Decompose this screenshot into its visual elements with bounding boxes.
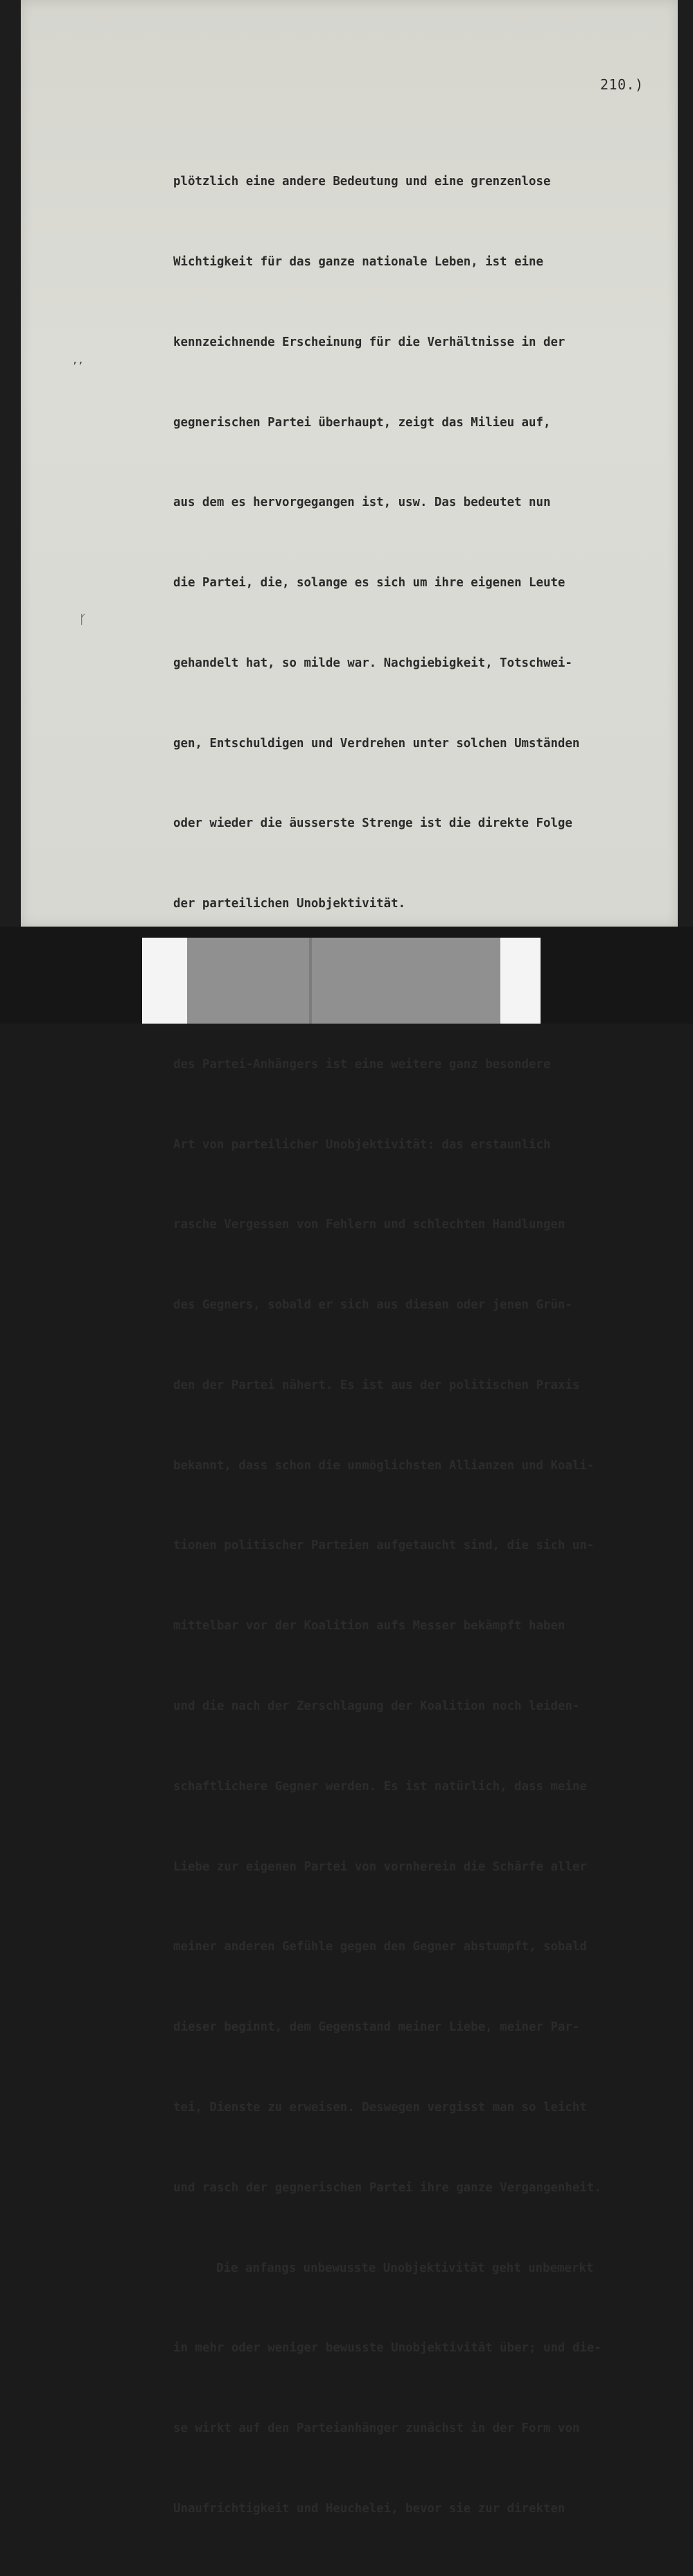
text-line: bekannt, dass schon die unmöglichsten Allianzen und Koali- (173, 1458, 595, 1473)
page-number: 210.) (600, 76, 644, 93)
text-line: mittelbar vor der Koalition aufs Messer bekämpft haben (173, 1619, 565, 1633)
text-line: der parteilichen Unobjektivität. (173, 897, 406, 911)
text-line: oder wieder die äusserste Strenge ist die direkte Folge (173, 816, 572, 831)
text-line: tei, Dienste zu erweisen. Deswegen vergisst man so leicht (173, 2100, 587, 2114)
text-line: se wirkt auf den Parteianhänger zunächst in der Form von (173, 2421, 580, 2436)
text-line: die Partei, die, solange es sich um ihre eigenen Leute (173, 576, 565, 590)
text-line: in mehr oder weniger bewusste Unobjektivität über; und die- (173, 2341, 602, 2356)
text-line: Die anfangs unbewusste Unobjektivität geht unbemerkt (216, 2261, 594, 2275)
calibration-card-gray (187, 938, 500, 1024)
text-line: meiner anderen Gefühle gegen den Gegner abstumpft, sobald (173, 1940, 587, 1954)
text-line: Unaufrichtigkeit und Heuchelei, bevor sie zur direkten (173, 2501, 565, 2516)
text-line: tionen politischer Parteien aufgetaucht sind, die sich un- (173, 1539, 595, 1553)
text-line: dieser beginnt, dem Gegenstand meiner Liebe, meiner Par- (173, 2020, 580, 2035)
text-line: gehandelt hat, so milde war. Nachgiebigkeit, Totschwei- (173, 656, 572, 670)
text-line: gegnerischen Partei überhaupt, zeigt das Milieu auf, (173, 415, 551, 430)
text-line: rasche Vergessen von Fehlern und schlechten Handlungen (173, 1218, 565, 1232)
text-line: und die nach der Zerschlagung der Koalition noch leiden- (173, 1699, 580, 1714)
text-line: des Gegners, sobald er sich aus diesen oder jenen Grün- (173, 1298, 572, 1313)
text-line: und rasch der gegnerischen Partei ihre ganze Vergangenheit. (173, 2180, 602, 2195)
text-line: Art von parteilicher Unobjektivität: das erstaunlich (173, 1137, 551, 1152)
text-line: gen, Entschuldigen und Verdrehen unter solchen Umständen (173, 736, 580, 751)
calibration-card-divider (309, 938, 312, 1024)
text-line: des Partei-Anhängers ist eine weitere ganz besondere (173, 1057, 551, 1071)
margin-mark: ᚴ (79, 613, 87, 627)
margin-mark: ,, (72, 355, 84, 366)
typewritten-text (173, 115, 672, 2576)
text-line: plötzlich eine andere Bedeutung und eine grenzenlose (173, 175, 551, 189)
text-line: Wichtigkeit für das ganze nationale Leben, ist eine (173, 254, 543, 269)
text-line: Liebe zur eigenen Partei von vornherein die Schärfe aller (173, 1859, 587, 1874)
text-line: schaftlichere Gegner werden. Es ist natürlich, dass meine (173, 1779, 587, 1794)
text-line: den der Partei nähert. Es ist aus der politischen Praxis (173, 1378, 580, 1392)
text-line: kennzeichnende Erscheinung für die Verhältnisse in der (173, 335, 565, 349)
text-line: aus dem es hervorgegangen ist, usw. Das bedeutet nun (173, 496, 551, 510)
